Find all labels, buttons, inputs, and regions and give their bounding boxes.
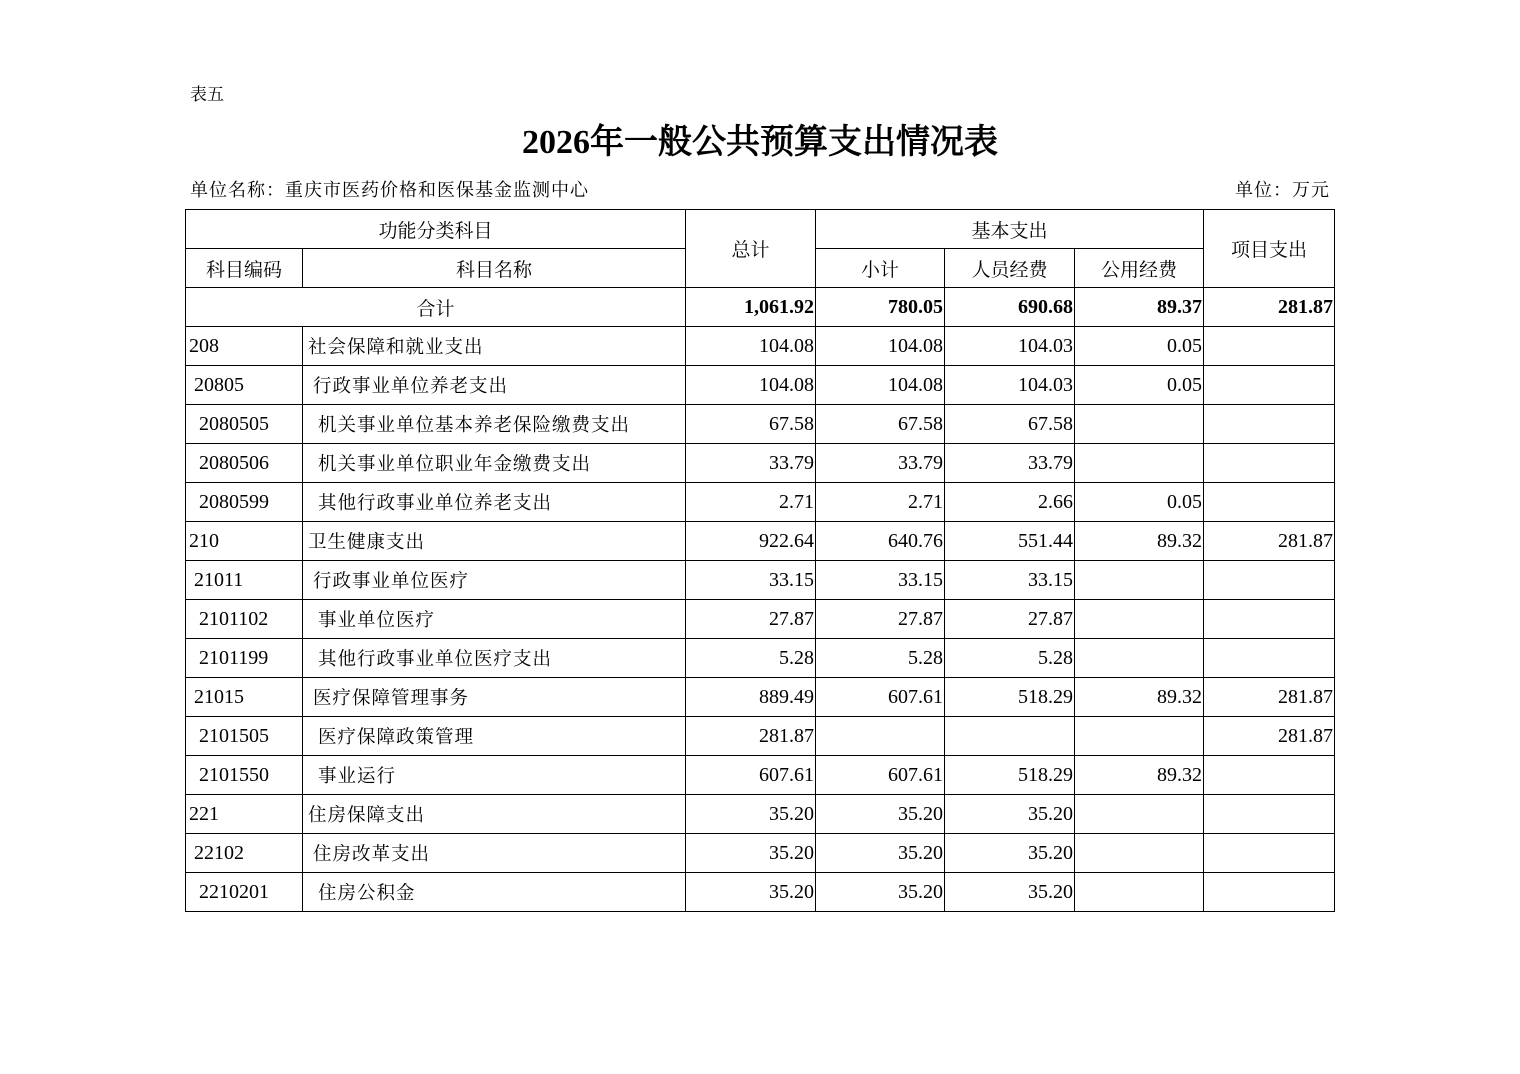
cell-project — [1204, 327, 1335, 366]
cell-name: 医疗保障政策管理 — [303, 717, 686, 756]
cell-code: 208 — [186, 327, 303, 366]
cell-name: 住房保障支出 — [303, 795, 686, 834]
cell-code: 2101102 — [186, 600, 303, 639]
currency-unit: 单位：万元 — [1235, 180, 1330, 201]
cell-project — [1204, 756, 1335, 795]
cell-name: 机关事业单位职业年金缴费支出 — [303, 444, 686, 483]
cell-total: 35.20 — [686, 834, 816, 873]
cell-public: 0.05 — [1075, 327, 1204, 366]
cell-personnel — [945, 717, 1075, 756]
cell-public: 0.05 — [1075, 483, 1204, 522]
cell-personnel: 2.66 — [945, 483, 1075, 522]
cell-code: 221 — [186, 795, 303, 834]
cell-code: 20805 — [186, 366, 303, 405]
cell-personnel: 551.44 — [945, 522, 1075, 561]
cell-total: 27.87 — [686, 600, 816, 639]
cell-name: 机关事业单位基本养老保险缴费支出 — [303, 405, 686, 444]
cell-total: 33.79 — [686, 444, 816, 483]
cell-subtotal: 27.87 — [816, 600, 945, 639]
total-row — [186, 288, 1335, 327]
unit-name: 单位名称：重庆市医药价格和医保基金监测中心 — [190, 180, 589, 201]
budget-table — [185, 209, 1335, 912]
header-project-expenditure: 项目支出 — [1204, 210, 1335, 288]
total-public: 89.37 — [1075, 288, 1204, 327]
cell-subtotal: 67.58 — [816, 405, 945, 444]
table-row — [186, 600, 1335, 639]
cell-name: 行政事业单位养老支出 — [303, 366, 686, 405]
cell-project: 281.87 — [1204, 717, 1335, 756]
cell-project — [1204, 483, 1335, 522]
cell-public — [1075, 444, 1204, 483]
cell-name: 住房公积金 — [303, 873, 686, 912]
table-row — [186, 873, 1335, 912]
cell-public — [1075, 600, 1204, 639]
cell-name: 住房改革支出 — [303, 834, 686, 873]
cell-personnel: 518.29 — [945, 678, 1075, 717]
cell-code: 2101550 — [186, 756, 303, 795]
total-total: 1,061.92 — [686, 288, 816, 327]
table-row — [186, 834, 1335, 873]
cell-total: 35.20 — [686, 873, 816, 912]
cell-personnel: 33.79 — [945, 444, 1075, 483]
cell-name: 行政事业单位医疗 — [303, 561, 686, 600]
header-public: 公用经费 — [1075, 249, 1204, 288]
cell-total: 281.87 — [686, 717, 816, 756]
total-personnel: 690.68 — [945, 288, 1075, 327]
cell-subtotal: 5.28 — [816, 639, 945, 678]
cell-project — [1204, 561, 1335, 600]
cell-total: 33.15 — [686, 561, 816, 600]
cell-public: 89.32 — [1075, 678, 1204, 717]
cell-code: 21015 — [186, 678, 303, 717]
cell-total: 35.20 — [686, 795, 816, 834]
cell-total: 5.28 — [686, 639, 816, 678]
cell-name: 事业单位医疗 — [303, 600, 686, 639]
header-code: 科目编码 — [186, 249, 303, 288]
cell-project — [1204, 795, 1335, 834]
header-subtotal: 小计 — [816, 249, 945, 288]
cell-total: 104.08 — [686, 327, 816, 366]
cell-name: 卫生健康支出 — [303, 522, 686, 561]
sheet-label: 表五 — [190, 85, 224, 105]
table-row — [186, 639, 1335, 678]
header-total: 总计 — [686, 210, 816, 288]
cell-code: 2210201 — [186, 873, 303, 912]
cell-public: 89.32 — [1075, 522, 1204, 561]
cell-name: 事业运行 — [303, 756, 686, 795]
cell-subtotal: 33.15 — [816, 561, 945, 600]
cell-project: 281.87 — [1204, 522, 1335, 561]
total-label: 合计 — [186, 288, 686, 327]
cell-personnel: 33.15 — [945, 561, 1075, 600]
cell-code: 2080506 — [186, 444, 303, 483]
cell-name: 医疗保障管理事务 — [303, 678, 686, 717]
cell-subtotal: 607.61 — [816, 678, 945, 717]
cell-name: 社会保障和就业支出 — [303, 327, 686, 366]
table-row — [186, 678, 1335, 717]
cell-code: 210 — [186, 522, 303, 561]
cell-personnel: 35.20 — [945, 795, 1075, 834]
cell-subtotal: 35.20 — [816, 873, 945, 912]
table-row — [186, 717, 1335, 756]
table-row — [186, 756, 1335, 795]
cell-project — [1204, 834, 1335, 873]
table-row — [186, 561, 1335, 600]
cell-subtotal: 104.08 — [816, 327, 945, 366]
table-row — [186, 444, 1335, 483]
cell-subtotal: 2.71 — [816, 483, 945, 522]
cell-subtotal: 33.79 — [816, 444, 945, 483]
page-title: 2026年一般公共预算支出情况表 — [522, 124, 998, 161]
cell-personnel: 27.87 — [945, 600, 1075, 639]
cell-name: 其他行政事业单位养老支出 — [303, 483, 686, 522]
table-row — [186, 327, 1335, 366]
cell-personnel: 35.20 — [945, 873, 1075, 912]
cell-public — [1075, 795, 1204, 834]
header-functional-category: 功能分类科目 — [186, 210, 686, 249]
cell-personnel: 104.03 — [945, 366, 1075, 405]
table-row — [186, 795, 1335, 834]
cell-total: 889.49 — [686, 678, 816, 717]
cell-public — [1075, 717, 1204, 756]
cell-code: 2101199 — [186, 639, 303, 678]
total-project: 281.87 — [1204, 288, 1335, 327]
cell-subtotal: 104.08 — [816, 366, 945, 405]
header-personnel: 人员经费 — [945, 249, 1075, 288]
cell-subtotal: 640.76 — [816, 522, 945, 561]
cell-project — [1204, 600, 1335, 639]
cell-project — [1204, 444, 1335, 483]
cell-project — [1204, 873, 1335, 912]
cell-public — [1075, 561, 1204, 600]
cell-code: 2080599 — [186, 483, 303, 522]
cell-total: 104.08 — [686, 366, 816, 405]
cell-name: 其他行政事业单位医疗支出 — [303, 639, 686, 678]
cell-public — [1075, 639, 1204, 678]
cell-personnel: 104.03 — [945, 327, 1075, 366]
cell-code: 2101505 — [186, 717, 303, 756]
cell-personnel: 67.58 — [945, 405, 1075, 444]
table-row — [186, 522, 1335, 561]
cell-code: 22102 — [186, 834, 303, 873]
table-row — [186, 483, 1335, 522]
header-basic-expenditure: 基本支出 — [816, 210, 1204, 249]
cell-public — [1075, 405, 1204, 444]
table-row — [186, 405, 1335, 444]
table-row — [186, 366, 1335, 405]
cell-project — [1204, 639, 1335, 678]
cell-subtotal — [816, 717, 945, 756]
cell-project — [1204, 366, 1335, 405]
cell-total: 67.58 — [686, 405, 816, 444]
header-name: 科目名称 — [303, 249, 686, 288]
cell-total: 922.64 — [686, 522, 816, 561]
cell-public: 0.05 — [1075, 366, 1204, 405]
cell-personnel: 518.29 — [945, 756, 1075, 795]
cell-personnel: 5.28 — [945, 639, 1075, 678]
cell-subtotal: 35.20 — [816, 795, 945, 834]
cell-public — [1075, 834, 1204, 873]
cell-project — [1204, 405, 1335, 444]
cell-total: 607.61 — [686, 756, 816, 795]
cell-public: 89.32 — [1075, 756, 1204, 795]
cell-public — [1075, 873, 1204, 912]
cell-subtotal: 35.20 — [816, 834, 945, 873]
cell-project: 281.87 — [1204, 678, 1335, 717]
cell-total: 2.71 — [686, 483, 816, 522]
cell-code: 2080505 — [186, 405, 303, 444]
cell-subtotal: 607.61 — [816, 756, 945, 795]
cell-personnel: 35.20 — [945, 834, 1075, 873]
cell-code: 21011 — [186, 561, 303, 600]
total-subtotal: 780.05 — [816, 288, 945, 327]
